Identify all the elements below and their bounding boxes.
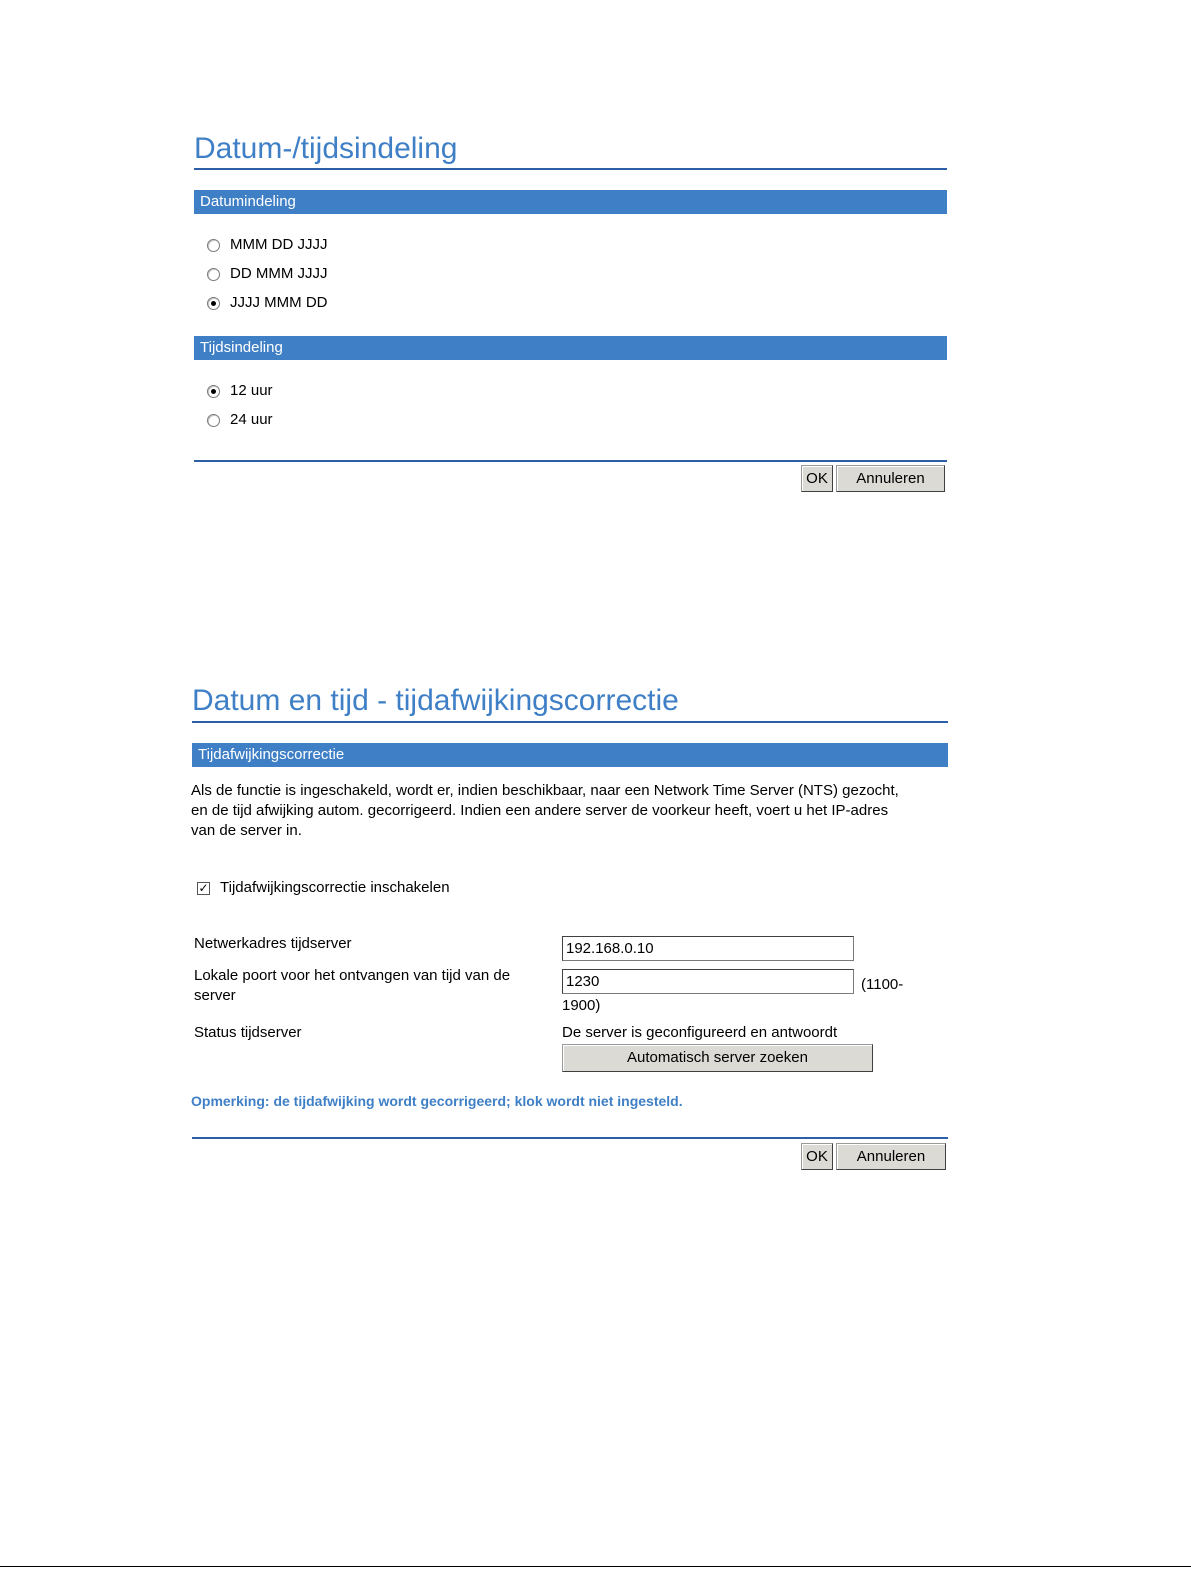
page-title: Datum-/tijdsindeling	[194, 132, 458, 165]
time-format-section-header: Tijdsindeling	[194, 336, 947, 360]
local-port-label-line: Lokale poort voor het ontvangen van tijd van de	[194, 967, 511, 984]
footer-divider	[194, 460, 947, 462]
local-port-label-line: server	[194, 987, 236, 1004]
note-text: Opmerking: de tijdafwijking wordt gecorrigeerd; klok wordt niet ingesteld.	[191, 1093, 683, 1109]
server-status-value: De server is geconfigureerd en antwoordt	[562, 1024, 838, 1041]
description-line: Als de functie is ingeschakeld, wordt er, indien beschikbaar, naar een Network Time Server (NTS) gezocht,	[191, 782, 899, 799]
ok-button[interactable]: OK	[801, 465, 833, 492]
option-label: 24 uur	[230, 411, 273, 428]
enable-skew-correction-checkbox-row[interactable]	[197, 878, 450, 898]
title-divider	[192, 721, 948, 723]
radio-button[interactable]	[207, 239, 220, 252]
local-port-input[interactable]	[562, 969, 854, 994]
enable-skew-correction-checkbox[interactable]: ✓	[198, 880, 209, 895]
option-label: DD MMM JJJJ	[230, 265, 328, 282]
checkbox-label: Tijdafwijkingscorrectie inschakelen	[220, 879, 450, 896]
port-range-hint: (1100-	[861, 976, 904, 993]
cancel-button[interactable]: Annuleren	[836, 1143, 946, 1170]
port-range-hint-continued: 1900)	[562, 997, 601, 1014]
page-title: Datum en tijd - tijdafwijkingscorrectie	[192, 684, 679, 717]
server-status-label: Status tijdserver	[194, 1024, 302, 1041]
skew-correction-section-header: Tijdafwijkingscorrectie	[192, 743, 948, 767]
server-address-input[interactable]	[562, 936, 854, 961]
option-label: 12 uur	[230, 382, 273, 399]
date-format-option-mmm-dd-jjjj[interactable]	[207, 235, 328, 255]
date-format-option-dd-mmm-jjjj[interactable]	[207, 264, 328, 284]
radio-button-selected[interactable]	[207, 297, 220, 310]
cancel-button[interactable]: Annuleren	[836, 465, 945, 492]
time-format-option-24h[interactable]	[207, 410, 273, 430]
server-address-label: Netwerkadres tijdserver	[194, 935, 352, 952]
radio-button[interactable]	[207, 268, 220, 281]
radio-button-selected[interactable]	[207, 385, 220, 398]
title-divider	[194, 168, 947, 170]
option-label: MMM DD JJJJ	[230, 236, 328, 253]
radio-button[interactable]	[207, 414, 220, 427]
page-bottom-rule	[0, 1566, 1191, 1567]
time-format-option-12h[interactable]	[207, 381, 273, 401]
description-line: van de server in.	[191, 822, 302, 839]
auto-search-server-button[interactable]: Automatisch server zoeken	[562, 1044, 873, 1072]
description-line: en de tijd afwijking autom. gecorrigeerd. Indien een andere server de voorkeur heeft, voert u het IP-adres	[191, 802, 889, 819]
date-format-section-header: Datumindeling	[194, 190, 947, 214]
footer-divider	[192, 1137, 948, 1139]
date-format-option-jjjj-mmm-dd[interactable]	[207, 293, 328, 313]
option-label: JJJJ MMM DD	[230, 294, 328, 311]
ok-button[interactable]: OK	[801, 1143, 833, 1170]
